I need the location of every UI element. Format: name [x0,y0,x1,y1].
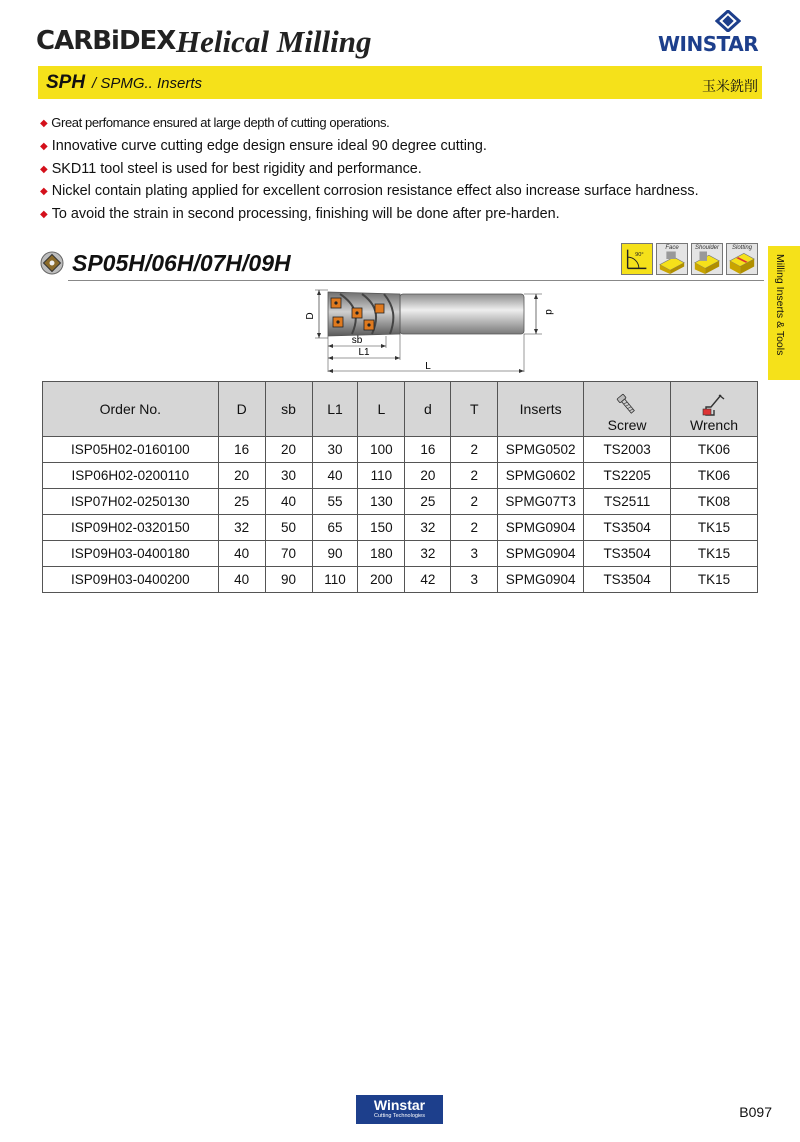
col-header-inserts: Inserts [498,382,584,437]
table-cell: 55 [312,489,358,515]
table-cell: 3 [451,567,498,593]
footer-winstar-logo [356,1095,443,1124]
table-cell: 40 [218,541,265,567]
screw-icon [614,393,640,417]
table-cell: TK06 [671,437,758,463]
series-chinese: 玉米銑削 [702,78,758,94]
col-header-T: T [451,382,498,437]
diamond-bullet-icon: ◆ [40,118,48,129]
table-cell: 16 [405,437,451,463]
table-cell: 90 [265,567,312,593]
section-divider [68,280,764,281]
table-cell: TS2003 [584,437,671,463]
feature-text: Innovative curve cutting edge design ensure ideal 90 degree cutting. [51,137,487,154]
table-cell: 100 [358,437,405,463]
table-cell: TS3504 [584,515,671,541]
table-cell: 50 [265,515,312,541]
col-header-D: D [218,382,265,437]
table-cell: 2 [451,437,498,463]
table-cell: TK15 [671,567,758,593]
table-cell: 20 [218,463,265,489]
feature-item [40,181,699,204]
angle-label: 90° [635,252,644,259]
table-cell: 180 [358,541,405,567]
table-cell: ISP06H02-0200110 [43,463,219,489]
table-cell: ISP09H02-0320150 [43,515,219,541]
table-row [43,489,758,515]
table-cell: TK06 [671,463,758,489]
feature-item [40,112,699,136]
feature-list [40,112,699,227]
face-label: Face [665,245,679,251]
table-cell: 20 [265,437,312,463]
table-cell: SPMG0502 [498,437,584,463]
winstar-diamond-icon [715,10,741,32]
diamond-bullet-icon: ◆ [40,163,48,175]
table-cell: 30 [312,437,358,463]
screw-header-label: Screw [607,417,647,433]
series-subtitle: / SPMG.. Inserts [92,75,203,92]
tool-shank [400,294,524,334]
table-cell: 16 [218,437,265,463]
wrench-header-label: Wrench [690,417,738,433]
table-cell: 40 [265,489,312,515]
feature-item [40,159,699,182]
table-cell: 2 [451,463,498,489]
table-cell: SPMG0904 [498,515,584,541]
face-milling-icon [656,243,688,275]
table-cell: 150 [358,515,405,541]
dim-L-label: L [425,361,431,372]
feature-text: SKD11 tool steel is used for best rigidity and performance. [51,160,422,177]
table-row [43,567,758,593]
table-cell: TS3504 [584,567,671,593]
col-header-L: L [358,382,405,437]
table-cell: 32 [218,515,265,541]
col-header-sb: sb [265,382,312,437]
angle-90-op-icon [621,243,653,275]
diamond-bullet-icon: ◆ [40,209,48,221]
col-header-d: d [405,382,451,437]
table-cell: ISP09H03-0400200 [43,567,219,593]
shoulder-milling-icon [691,243,723,275]
table-row [43,437,758,463]
table-cell: 32 [405,541,451,567]
dim-sb-label: sb [351,335,363,346]
winstar-logo-text: WINSTAR [658,32,759,56]
footer-logo-sub: Cutting Technologies [374,1113,425,1119]
shoulder-label: Shoulder [694,245,720,251]
page-title: Helical Milling [176,24,372,59]
table-cell: TK08 [671,489,758,515]
table-cell: 20 [405,463,451,489]
table-cell: 90 [312,541,358,567]
col-header-screw [584,382,671,437]
table-cell: TK15 [671,515,758,541]
table-cell: SPMG0602 [498,463,584,489]
table-cell: 42 [405,567,451,593]
table-cell: 25 [405,489,451,515]
dim-d-label: d [543,309,554,315]
table-cell: ISP07H02-0250130 [43,489,219,515]
diamond-bullet-icon: ◆ [40,186,48,198]
table-cell: ISP09H03-0400180 [43,541,219,567]
feature-text: Nickel contain plating applied for excellent corrosion resistance effect also increase surface hardness. [51,183,699,200]
table-cell: 2 [451,489,498,515]
feature-item [40,136,699,159]
table-cell: 110 [358,463,405,489]
table-cell: 2 [451,515,498,541]
table-cell: 3 [451,541,498,567]
spec-table [42,381,758,593]
table-cell: TS2205 [584,463,671,489]
slotting-label: Slotting [731,245,752,251]
wrench-icon [701,393,727,417]
table-row [43,541,758,567]
side-tab-milling-inserts[interactable] [768,246,800,380]
page-number: B097 [739,1104,772,1120]
diamond-bullet-icon: ◆ [40,140,48,152]
col-header-order-no: Order No. [43,382,219,437]
table-header-row [43,382,758,437]
dim-D-label: D [305,312,316,320]
table-row [43,515,758,541]
table-cell: 25 [218,489,265,515]
table-cell: 40 [218,567,265,593]
feature-item [40,204,699,227]
feature-text: To avoid the strain in second processing, finishing will be done after pre-harden. [51,206,560,223]
table-cell: 130 [358,489,405,515]
table-cell: 65 [312,515,358,541]
winstar-logo [658,10,766,58]
section-title: SP05H/06H/07H/09H [72,250,291,276]
table-cell: 70 [265,541,312,567]
insert-section-icon [40,251,64,275]
col-header-wrench [671,382,758,437]
table-cell: TS2511 [584,489,671,515]
col-header-L1: L1 [312,382,358,437]
carbidex-logo: CARBiDEX [36,26,176,56]
feature-text: Great perfomance ensured at large depth of cutting operations. [51,115,390,130]
table-cell: 32 [405,515,451,541]
end-mill-diagram [300,286,560,374]
table-cell: 30 [265,463,312,489]
table-cell: SPMG07T3 [498,489,584,515]
table-cell: 200 [358,567,405,593]
table-cell: SPMG0904 [498,541,584,567]
table-cell: ISP05H02-0160100 [43,437,219,463]
table-cell: TK15 [671,541,758,567]
spec-table-body [43,437,758,593]
table-cell: SPMG0904 [498,567,584,593]
side-tab-label: Milling Inserts & Tools [774,254,786,356]
dim-L1-label: L1 [358,347,370,358]
footer-logo-main: Winstar [373,1097,426,1113]
table-cell: 40 [312,463,358,489]
table-row [43,463,758,489]
table-cell: TS3504 [584,541,671,567]
table-cell: 110 [312,567,358,593]
slotting-icon [726,243,758,275]
series-code: SPH [46,72,86,93]
